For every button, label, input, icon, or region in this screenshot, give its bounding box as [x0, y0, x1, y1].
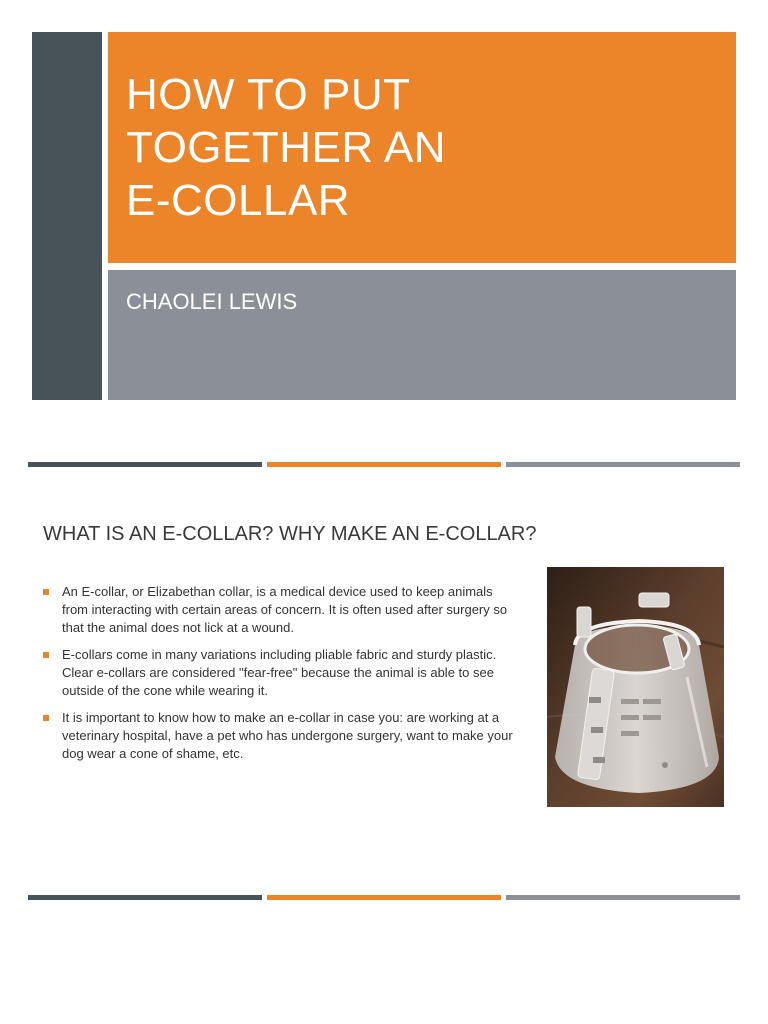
e-collar-photo [547, 567, 724, 807]
title-panel [108, 32, 736, 263]
bullet-square-icon [43, 589, 49, 595]
divider-orange-segment [267, 462, 501, 467]
title-line-1: HOW TO PUT [126, 70, 411, 119]
content-heading: WHAT IS AN E-COLLAR? WHY MAKE AN E-COLLAR? [43, 523, 537, 545]
bullet-text: It is important to know how to make an e-collar in case you: are working at a veterinary hospital, have a pet who has undergone surgery, want to make your dog wear a cone of shame, etc. [62, 710, 513, 761]
divider-gray-segment [506, 462, 740, 467]
bullet-item [43, 646, 513, 700]
divider-orange-segment [267, 895, 501, 900]
divider-gray-segment [506, 895, 740, 900]
author-name: CHAOLEI LEWIS [126, 289, 298, 314]
bullet-square-icon [43, 715, 49, 721]
bullet-list [43, 583, 513, 772]
divider-dark-segment [28, 895, 262, 900]
divider-dark-segment [28, 462, 262, 467]
bullet-item [43, 709, 513, 763]
title-line-3: E-COLLAR [126, 176, 351, 225]
e-collar-photo-illustration [547, 567, 724, 807]
slide-divider-bottom [28, 895, 740, 900]
title-line-2: TOGETHER AN [126, 123, 447, 172]
subtitle-panel [108, 270, 736, 400]
bullet-item [43, 583, 513, 637]
bullet-text: An E-collar, or Elizabethan collar, is a medical device used to keep animals from interacting with certain areas of concern. It is often used after surgery so that the animal does not lick at a wound. [62, 584, 508, 635]
bullet-text: E-collars come in many variations including pliable fabric and sturdy plastic. Clear e-collars are considered "fear-free" because the animal is able to see outside of the cone while wearing it. [62, 647, 497, 698]
slide-title [126, 68, 646, 227]
slide-divider-top [28, 462, 740, 467]
bullet-square-icon [43, 652, 49, 658]
title-side-bar [32, 32, 102, 400]
